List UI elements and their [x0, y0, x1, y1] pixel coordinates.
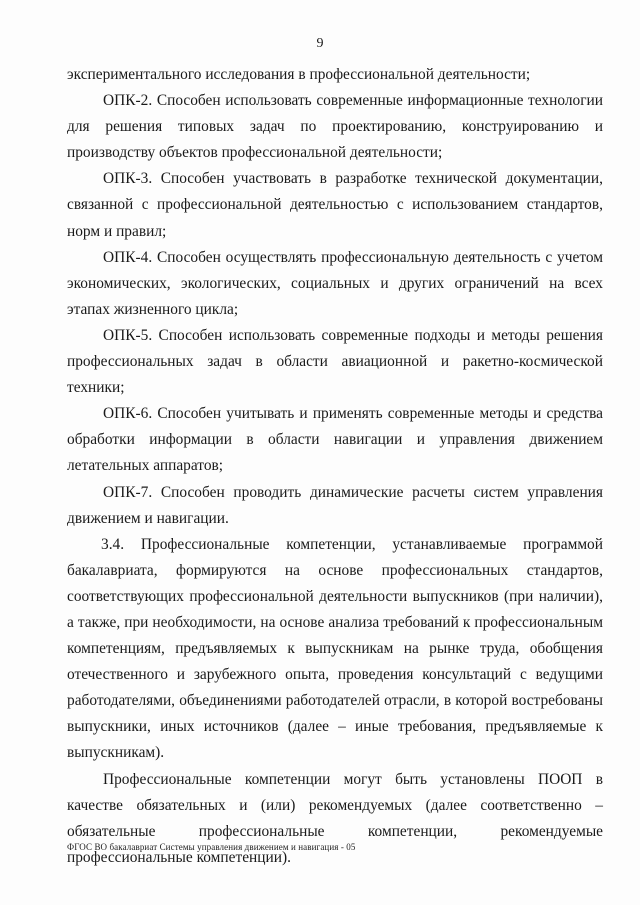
page-number: 9	[316, 36, 324, 51]
paragraph-opk-6: ОПК-6. Способен учитывать и применять современные методы и средства обработки информации в области навигации и управления движением летательных аппаратов;	[67, 405, 603, 475]
paragraph-opk-2: ОПК-2. Способен использовать современные информационные технологии для решения типовых задач по проектированию, конструированию и производству объектов профессиональной деятельности;	[67, 92, 603, 162]
paragraph-opk-5: ОПК-5. Способен использовать современные подходы и методы решения профессиональных задач в области авиационной и ракетно-космической техники;	[67, 326, 603, 397]
paragraph-opk-7: ОПК-7. Способен проводить динамические расчеты систем управления движением и навигации.	[67, 483, 603, 527]
page-footer: ФГОС ВО бакалавриат Системы управления движением и навигация - 05	[67, 842, 356, 852]
document-body	[67, 62, 603, 871]
paragraph-professional-competencies: Профессиональные компетенции могут быть установлены ПООП в качестве обязательных и (или) рекомендуемых (далее соответственно – обязательные профессиональные компетенции, рекомендуемые профессиональные компетенции).	[67, 770, 603, 866]
paragraph-opk-4: ОПК-4. Способен осуществлять профессиональную деятельность с учетом экономических, экологических, социальных и других ограничений на всех этапах жизненного цикла;	[67, 248, 603, 318]
paragraph-continuation: экспериментального исследования в профессиональной деятельности;	[67, 66, 531, 83]
paragraph-opk-3: ОПК-3. Способен участвовать в разработке технической документации, связанной с профессиональной деятельностью с использованием стандартов, норм и правил;	[67, 170, 603, 240]
paragraph-section-3-4: 3.4. Профессиональные компетенции, устанавливаемые программой бакалавриата, формируются на основе профессиональных стандартов, соответствующих профессиональной деятельности выпускников (при наличии), а также, при необходимости, на основе анализа требований к профессиональным компетенциям, предъявляемых к выпускникам на рынке труда, обобщения отечественного и зарубежного опыта, проведения консультаций с ведущими работодателями, объединениями работодателей отрасли, в которой востребованы выпускники, иных источников (далее – иные требования, предъявляемые к выпускникам).	[67, 535, 603, 762]
